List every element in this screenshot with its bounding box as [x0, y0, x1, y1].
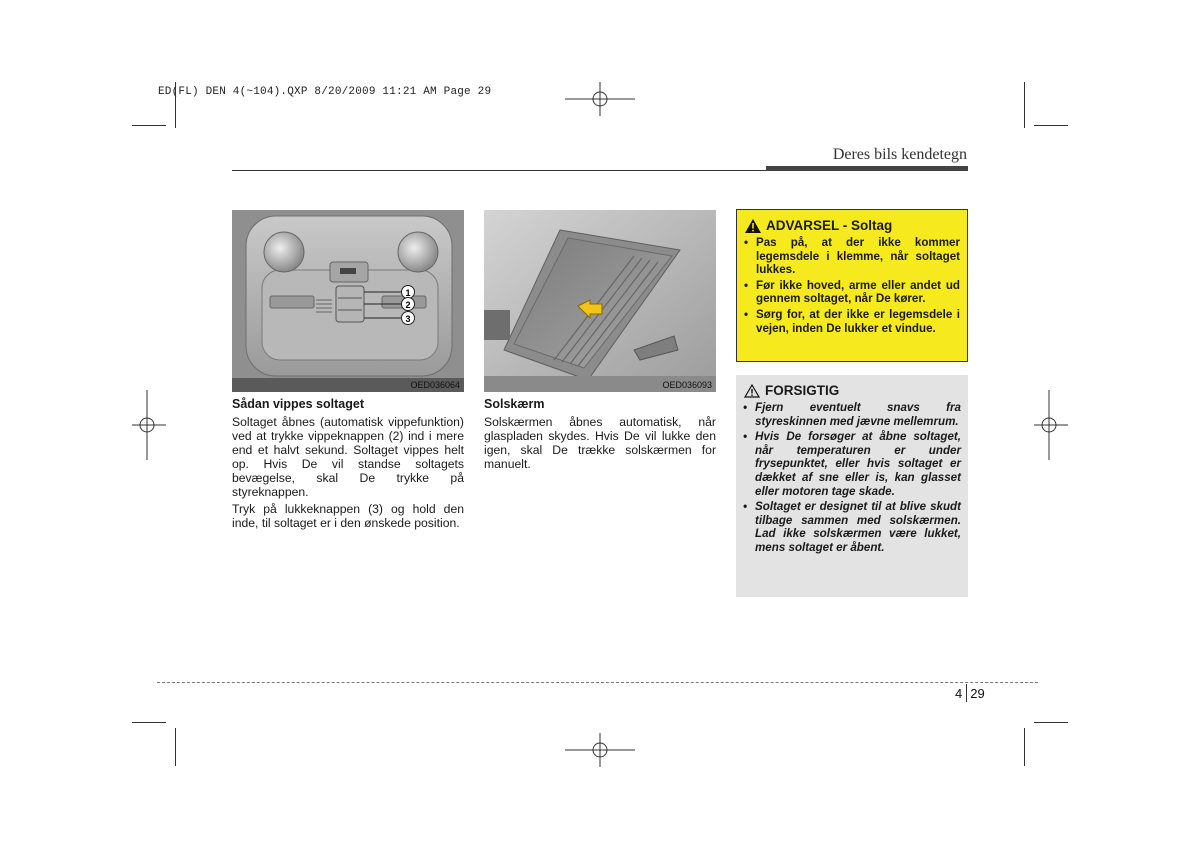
callout-2: 2 [405, 300, 411, 310]
crosshair-registration-icon [1034, 390, 1068, 460]
section-title: Deres bils kendetegn [832, 146, 967, 163]
caution-title-row [744, 383, 961, 398]
heading-tilt-sunroof: Sådan vippes soltaget [232, 397, 364, 411]
caution-box [736, 375, 968, 597]
list-item: • Soltaget er designet til at blive skudt tilbage sammen med solskærmen. Lad ikke solskærmen være lukket, mens soltaget er åbent. [742, 500, 961, 554]
page-number [955, 686, 985, 701]
chapter-number: 4 [955, 686, 963, 701]
figure-sunshade [484, 210, 716, 392]
list-item: • Fjern eventuelt snavs fra styreskinnen med jævne mellemrum. [742, 401, 961, 428]
header-rule-accent [766, 166, 968, 171]
crop-mark [1024, 728, 1025, 766]
crop-mark [175, 728, 176, 766]
crop-mark [1034, 722, 1068, 723]
caution-list [742, 401, 961, 555]
crosshair-registration-icon [565, 82, 635, 116]
crop-mark [1024, 82, 1025, 128]
list-item: • Før ikke hoved, arme eller andet ud gennem soltaget, når De kører. [743, 279, 960, 306]
warning-list [743, 236, 960, 335]
callout-1: 1 [405, 288, 411, 298]
paragraph: Soltaget åbnes (automatisk vippefunktion) ved at trykke vippeknappen (2) ind i mere end et halvt sekund. Soltaget vippes helt op. Hvis De vil standse soltagets bevægelse, skal De trykke på styreknappen. [232, 415, 464, 499]
paragraph: Tryk på lukkeknappen (3) og hold den inde, til soltaget er i den ønskede position. [232, 502, 464, 530]
figure-code: OED036093 [662, 380, 712, 390]
page-number-value: 29 [970, 686, 985, 701]
column-2-body [484, 415, 716, 474]
crop-mark [1034, 125, 1068, 126]
crosshair-registration-icon [132, 390, 166, 460]
list-item: • Hvis De forsøger at åbne soltaget, når temperaturen er under frysepunktet, eller hvis soltaget er dækket af sne eller is, kan glasset eller motoren tage skade. [742, 430, 961, 498]
column-1-body [232, 415, 464, 533]
warning-triangle-icon [745, 219, 761, 233]
warning-title-row [745, 218, 960, 233]
crop-mark [132, 722, 166, 723]
caution-triangle-icon [744, 384, 760, 398]
footer-rule [157, 682, 1038, 683]
paragraph: Solskærmen åbnes automatisk, når glaspladen skydes. Hvis De vil lukke den igen, skal De trække solskærmen for manuelt. [484, 415, 716, 471]
caution-title: FORSIGTIG [765, 383, 840, 398]
list-item: • Pas på, at der ikke kommer legemsdele i klemme, når soltaget lukkes. [743, 236, 960, 277]
warning-box [736, 209, 968, 362]
callout-3: 3 [405, 314, 411, 324]
warning-title: ADVARSEL - Soltag [766, 218, 893, 233]
crop-mark [132, 125, 166, 126]
list-item: • Sørg for, at der ikke er legemsdele i vejen, inden De lukker et vindue. [743, 308, 960, 335]
crosshair-registration-icon [565, 733, 635, 767]
figure-overhead-console [232, 210, 464, 392]
figure-code: OED036064 [410, 380, 460, 390]
heading-sunshade: Solskærm [484, 397, 545, 411]
print-slug: ED(FL) DEN 4(~104).QXP 8/20/2009 11:21 AM Page 29 [158, 86, 492, 98]
